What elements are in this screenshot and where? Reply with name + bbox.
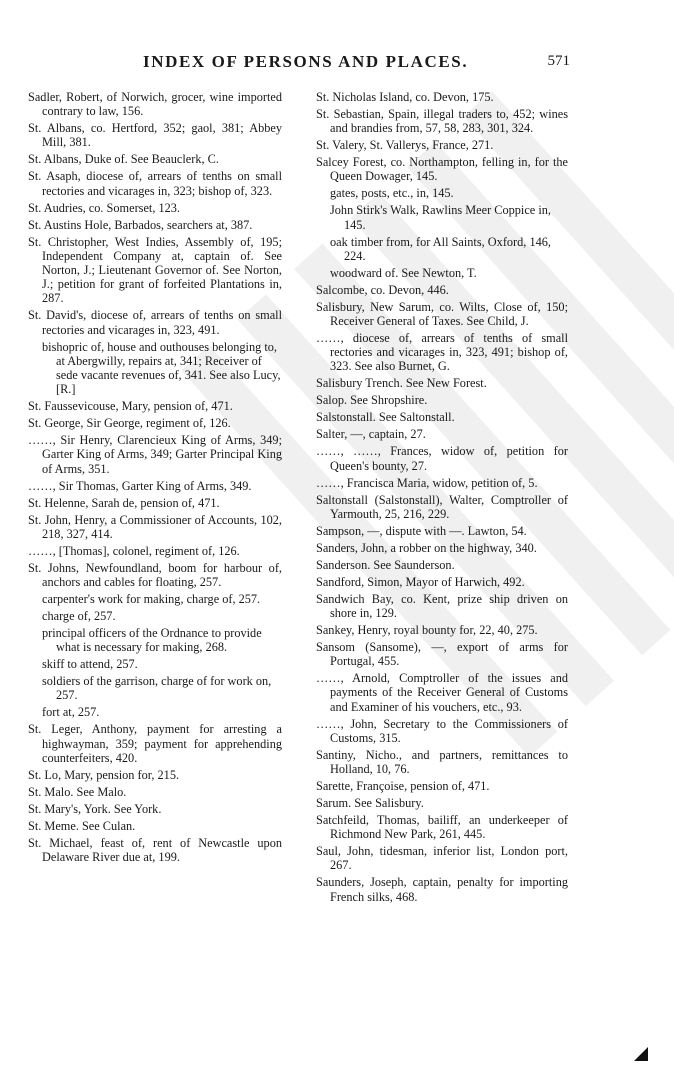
index-entry: Saul, John, tidesman, inferior list, London port, 267. (316, 844, 568, 873)
index-entry: Sansom (Sansome), —, export of arms for Portugal, 455. (316, 640, 568, 669)
index-entry: Sanderson. See Saunderson. (316, 557, 455, 572)
index-entry: St. Malo. See Malo. (28, 784, 127, 799)
index-entry: St. Mary's, York. See York. (28, 801, 162, 816)
index-entry: Sandwich Bay, co. Kent, prize ship driven on shore in, 129. (316, 591, 568, 621)
index-subentry: John Stirk's Walk, Rawlins Meer Coppice in, 145. (330, 203, 551, 232)
index-entry: St. Faussevicouse, Mary, pension of, 471. (28, 399, 233, 414)
index-subentry: woodward of. See Newton, T. (330, 265, 477, 280)
index-entry: Santiny, Nicho., and partners, remittances to Holland, 10, 76. (316, 747, 568, 777)
index-subentry: fort at, 257. (42, 705, 100, 720)
page-corner-mark (634, 1047, 648, 1061)
index-subentry: principal officers of the Ordnance to provide what is necessary for making, 268. (42, 626, 262, 655)
index-entry: Salop. See Shropshire. (316, 393, 428, 408)
index-subentry: oak timber from, for All Saints, Oxford, 146, 224. (330, 234, 551, 263)
index-entry: Sampson, —, dispute with —. Lawton, 54. (316, 523, 527, 538)
index-entry: St. Albans, Duke of. See Beauclerk, C. (28, 152, 219, 167)
index-entry: St. Audries, co. Somerset, 123. (28, 200, 180, 215)
index-entry: ……, Sir Thomas, Garter King of Arms, 349. (28, 478, 252, 493)
index-entry: ……, Sir Henry, Clarencieux King of Arms, 349; Garter King of Arms, 349; Garter Principal King of Arms, 351. (28, 433, 282, 476)
index-subentry: soldiers of the garrison, charge of for work on, 257. (42, 674, 272, 703)
index-entry: St. Albans, co. Hertford, 352; gaol, 381; Abbey Mill, 381. (28, 121, 282, 150)
index-entry: Sadler, Robert, of Norwich, grocer, wine imported contrary to law, 156. (28, 90, 282, 119)
index-entry: St. Christopher, West Indies, Assembly of, 195; Independent Company at, captain of. See Norton, J.; Lieutenant Governor of. See Norton, J.; petition for grant of forfeited Plantations in, 287. (28, 234, 282, 306)
index-entry: ……, [Thomas], colonel, regiment of, 126. (28, 543, 240, 558)
index-entry: Saunders, Joseph, captain, penalty for importing French silks, 468. (316, 875, 568, 904)
index-entry: ……, diocese of, arrears of tenths of small rectories and vicarages in, 323, 491; bishop of, 323. See also Burnet, G. (316, 331, 568, 374)
index-entry: St. George, Sir George, regiment of, 126. (28, 416, 231, 431)
index-entry: Saltonstall (Salstonstall), Walter, Comptroller of Yarmouth, 25, 216, 229. (316, 492, 568, 521)
index-entry: Sankey, Henry, royal bounty for, 22, 40, 275. (316, 623, 538, 638)
index-entry: St. Austins Hole, Barbados, searchers at, 387. (28, 217, 253, 232)
page-title: INDEX OF PERSONS AND PLACES. (143, 52, 469, 71)
index-entry: St. Michael, feast of, rent of Newcastle upon Delaware River due at, 199. (28, 835, 282, 865)
index-entry: St. Asaph, diocese of, arrears of tenths on small rectories and vicarages in, 323; bishop of, 323. (28, 169, 282, 198)
index-entry: St. Helenne, Sarah de, pension of, 471. (28, 495, 220, 510)
index-entry: Salstonstall. See Saltonstall. (316, 410, 455, 425)
index-entry: St. David's, diocese of, arrears of tenths on small rectories and vicarages in, 323, 491. (28, 308, 282, 337)
index-entry: ……, ……, Frances, widow of, petition for Queen's bounty, 27. (316, 444, 568, 473)
index-entry: St. Leger, Anthony, payment for arresting a highwayman, 359; payment for apprehending counterfeiters, 420. (28, 722, 282, 765)
page-header (0, 52, 674, 76)
index-entry: Sarette, Françoise, pension of, 471. (316, 779, 490, 794)
index-entry: Salisbury, New Sarum, co. Wilts, Close of, 150; Receiver General of Taxes. See Child, J. (316, 299, 568, 329)
index-subentry: carpenter's work for making, charge of, 257. (42, 592, 261, 607)
index-entry: St. Sebastian, Spain, illegal traders to, 452; wines and brandies from, 57, 58, 283, 301, 324. (316, 107, 568, 136)
index-entry: ……, Francisca Maria, widow, petition of, 5. (316, 475, 538, 490)
index-column-right (316, 90, 568, 907)
index-entry: ……, Arnold, Comptroller of the issues and payments of the Receiver General of Customs and Examiner of his vouchers, etc., 93. (316, 671, 568, 714)
index-subentry: skiff to attend, 257. (42, 657, 138, 672)
index-subentry: gates, posts, etc., in, 145. (330, 186, 454, 201)
index-entry: Sarum. See Salisbury. (316, 796, 424, 811)
index-entry: St. Johns, Newfoundland, boom for harbour of, anchors and cables for floating, 257. (28, 560, 282, 590)
index-entry: Salisbury Trench. See New Forest. (316, 376, 487, 391)
index-entry: Salcombe, co. Devon, 446. (316, 282, 449, 297)
index-entry: St. Lo, Mary, pension for, 215. (28, 767, 180, 782)
index-entry: Sandford, Simon, Mayor of Harwich, 492. (316, 574, 525, 589)
index-entry: Salter, —, captain, 27. (316, 427, 426, 442)
index-entry: Satchfeild, Thomas, bailiff, an underkeeper of Richmond New Park, 261, 445. (316, 813, 568, 842)
index-entry: Sanders, John, a robber on the highway, 340. (316, 540, 537, 555)
index-entry: Salcey Forest, co. Northampton, felling in, for the Queen Dowager, 145. (316, 155, 568, 184)
index-entry: St. Valery, St. Vallerys, France, 271. (316, 138, 494, 153)
index-subentry: bishopric of, house and outhouses belonging to, at Abergwilly, repairs at, 341; Receiver of sede vacante revenues of, 341. See also Lucy, [R.] (42, 339, 281, 397)
page-number: 571 (547, 53, 570, 69)
index-entry: St. John, Henry, a Commissioner of Accounts, 102, 218, 327, 414. (28, 512, 282, 541)
index-column-left (28, 90, 282, 867)
index-entry: St. Meme. See Culan. (28, 818, 136, 833)
index-subentry: charge of, 257. (42, 609, 116, 624)
index-entry: St. Nicholas Island, co. Devon, 175. (316, 90, 494, 104)
index-entry: ……, John, Secretary to the Commissioners of Customs, 315. (316, 716, 568, 745)
